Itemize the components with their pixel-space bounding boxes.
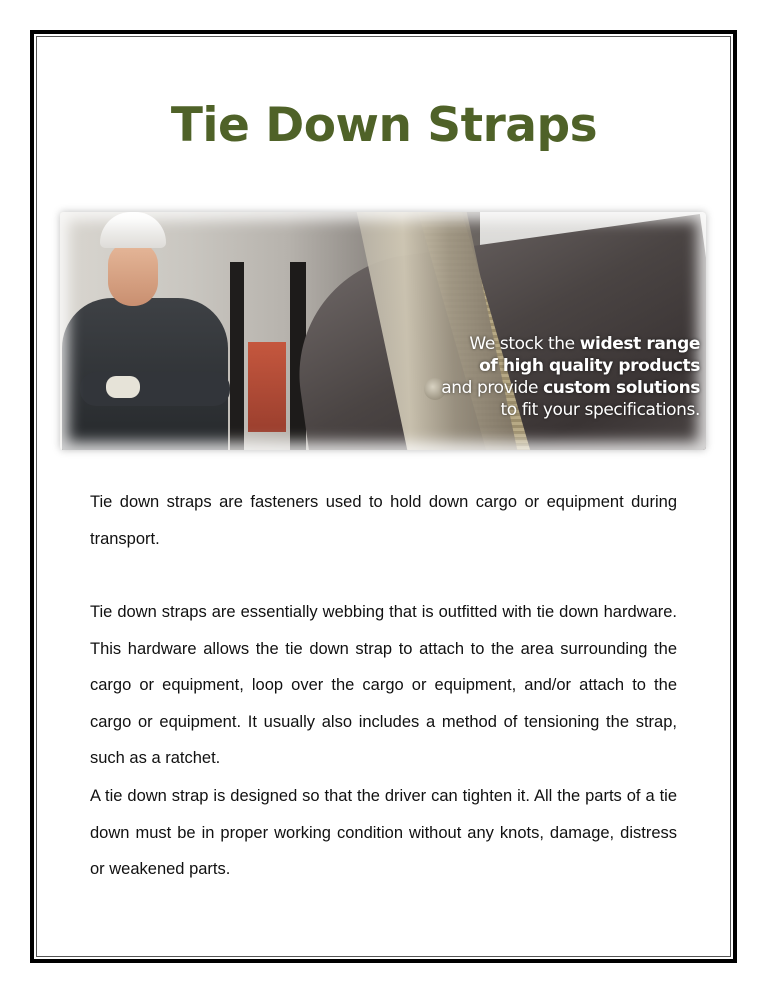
tagline-line-3: and provide custom solutions (441, 378, 700, 398)
paragraph-definition: Tie down straps are fasteners used to hold down cargo or equipment during transport. (90, 493, 677, 548)
tagline-line-2: of high quality products (479, 356, 700, 376)
paragraph-condition: A tie down strap is designed so that the driver can tighten it. All the parts of a tie down must be in proper working condition without any knots, damage, distress or weakened parts. (90, 787, 677, 878)
forklift-mast-left (230, 262, 244, 450)
tagline-line-4: to fit your specifications. (500, 400, 700, 420)
forklift-body (248, 342, 286, 432)
worker-glove (106, 376, 140, 398)
banner-tagline (441, 333, 700, 421)
page-title: Tie Down Straps (170, 98, 598, 153)
worker-arms (80, 372, 230, 406)
worker-face (108, 242, 158, 306)
worker-figure (60, 212, 230, 450)
hard-hat-icon (100, 212, 166, 248)
banner-image (60, 212, 706, 450)
paragraph-hardware: Tie down straps are essentially webbing that is outfitted with tie down hardware. This hardware allows the tie down strap to attach to the area surrounding the cargo or equipment, loop over the cargo or equipment, and/or attach to the cargo or equipment. It usually also includes a method of tensioning the strap, such as a ratchet. (90, 603, 677, 767)
tagline-line-1: We stock the widest range (469, 334, 700, 354)
